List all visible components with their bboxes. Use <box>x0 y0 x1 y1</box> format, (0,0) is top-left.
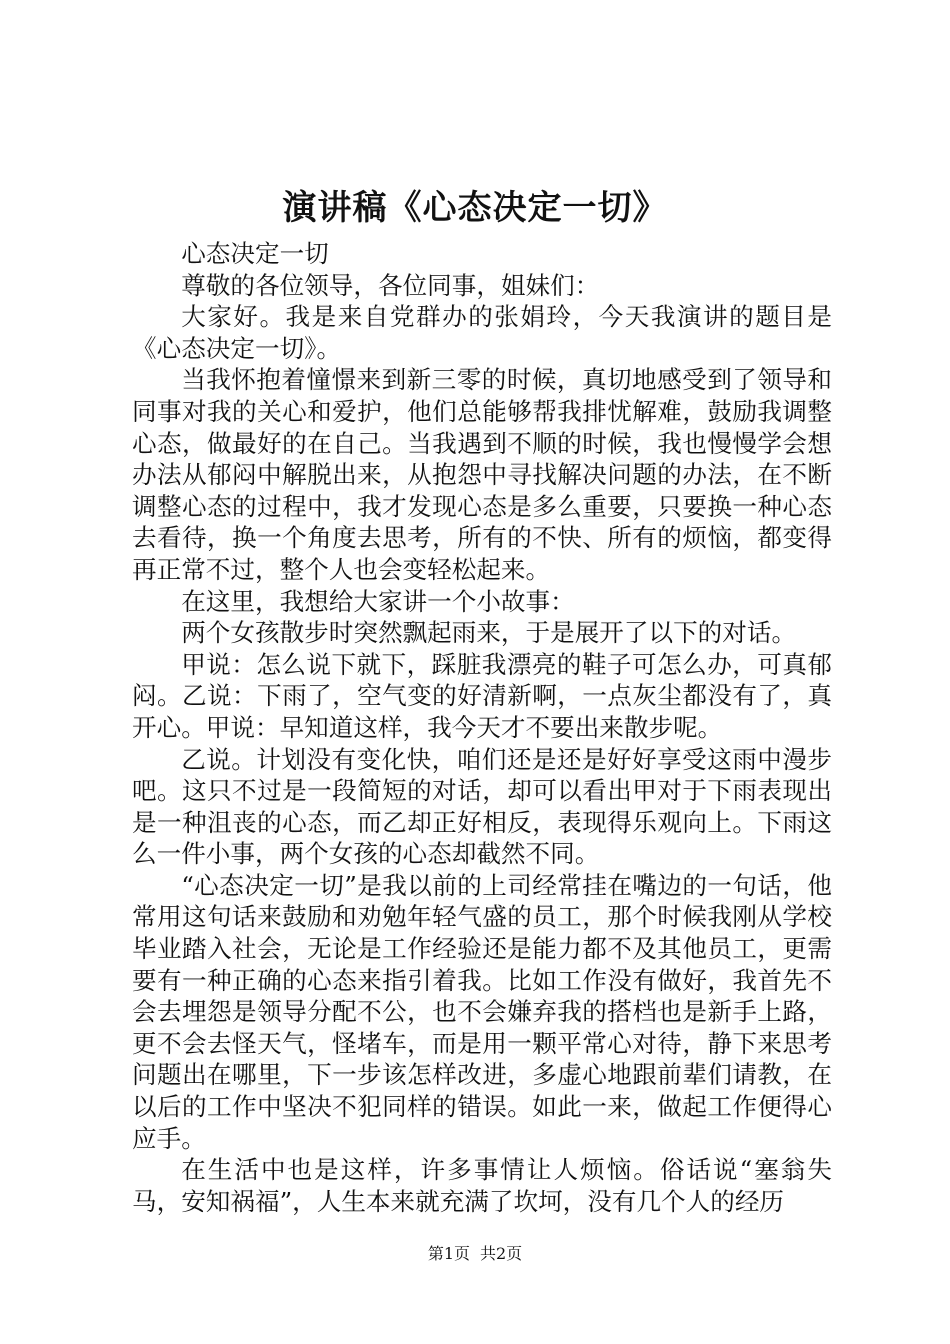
paragraph: 两个女孩散步时突然飘起雨来，于是展开了以下的对话。 <box>181 618 797 648</box>
page-number-total: 共2页 <box>480 1244 523 1263</box>
paragraph: 当我怀抱着憧憬来到新三零的时候，真切地感受到了领导和同事对我的关心和爱护，他们总能够帮我排忧解难，鼓励我调整心态，做最好的在自己。当我遇到不顺的时候，我也慢慢学会想办法从郁闷中解脱出来，从抱怨中寻找解决问题的办法，在不断调整心态的过程中，我才发现心态是多么重要，只要换一种心态去看待，换一个角度去思考，所有的不快、所有的烦恼，都变得再正常不过，整个人也会变轻松起来。 <box>132 365 832 584</box>
document-body <box>132 238 832 1217</box>
paragraph-subtitle: 心态决定一切 <box>181 239 329 268</box>
document-title: 演讲稿《心态决定一切》 <box>282 188 668 228</box>
paragraph: 在这里，我想给大家讲一个小故事： <box>181 586 575 616</box>
paragraph: 乙说。计划没有变化快，咱们还是还是好好享受这雨中漫步吧。这只不过是一段简短的对话，却可以看出甲对于下雨表现出是一种沮丧的心态，而乙却正好相反，表现得乐观向上。下雨这么一件小事，两个女孩的心态却截然不同。 <box>132 744 832 869</box>
paragraph: 在生活中也是这样，许多事情让人烦恼。俗话说“塞翁失马，安知祸福”，人生本来就充满了坎坷，没有几个人的经历 <box>132 1155 832 1216</box>
page-footer <box>0 1244 950 1264</box>
paragraph: “心态决定一切”是我以前的上司经常挂在嘴边的一句话，他常用这句话来鼓励和劝勉年轻气盛的员工，那个时候我刚从学校毕业踏入社会，无论是工作经验还是能力都不及其他员工，更需要有一种正确的心态来指引着我。比如工作没有做好，我首先不会去埋怨是领导分配不公，也不会嫌弃我的搭档也是新手上路，更不会去怪天气，怪堵车，而是用一颗平常心对待，静下来思考问题出在哪里，下一步该怎样改进，多虚心地跟前辈们请教，在以后的工作中坚决不犯同样的错误。如此一来，做起工作便得心应手。 <box>132 870 832 1153</box>
paragraph: 甲说：怎么说下就下，踩脏我漂亮的鞋子可怎么办，可真郁闷。乙说：下雨了，空气变的好清新啊，一点灰尘都没有了，真开心。甲说：早知道这样，我今天才不要出来散步呢。 <box>132 649 832 742</box>
paragraph-intro: 大家好。我是来自党群办的张娟玲，今天我演讲的题目是《心态决定一切》。 <box>132 302 832 363</box>
paragraph-salutation: 尊敬的各位领导，各位同事，姐妹们： <box>181 270 600 300</box>
page-number-current: 第1页 <box>427 1244 470 1263</box>
